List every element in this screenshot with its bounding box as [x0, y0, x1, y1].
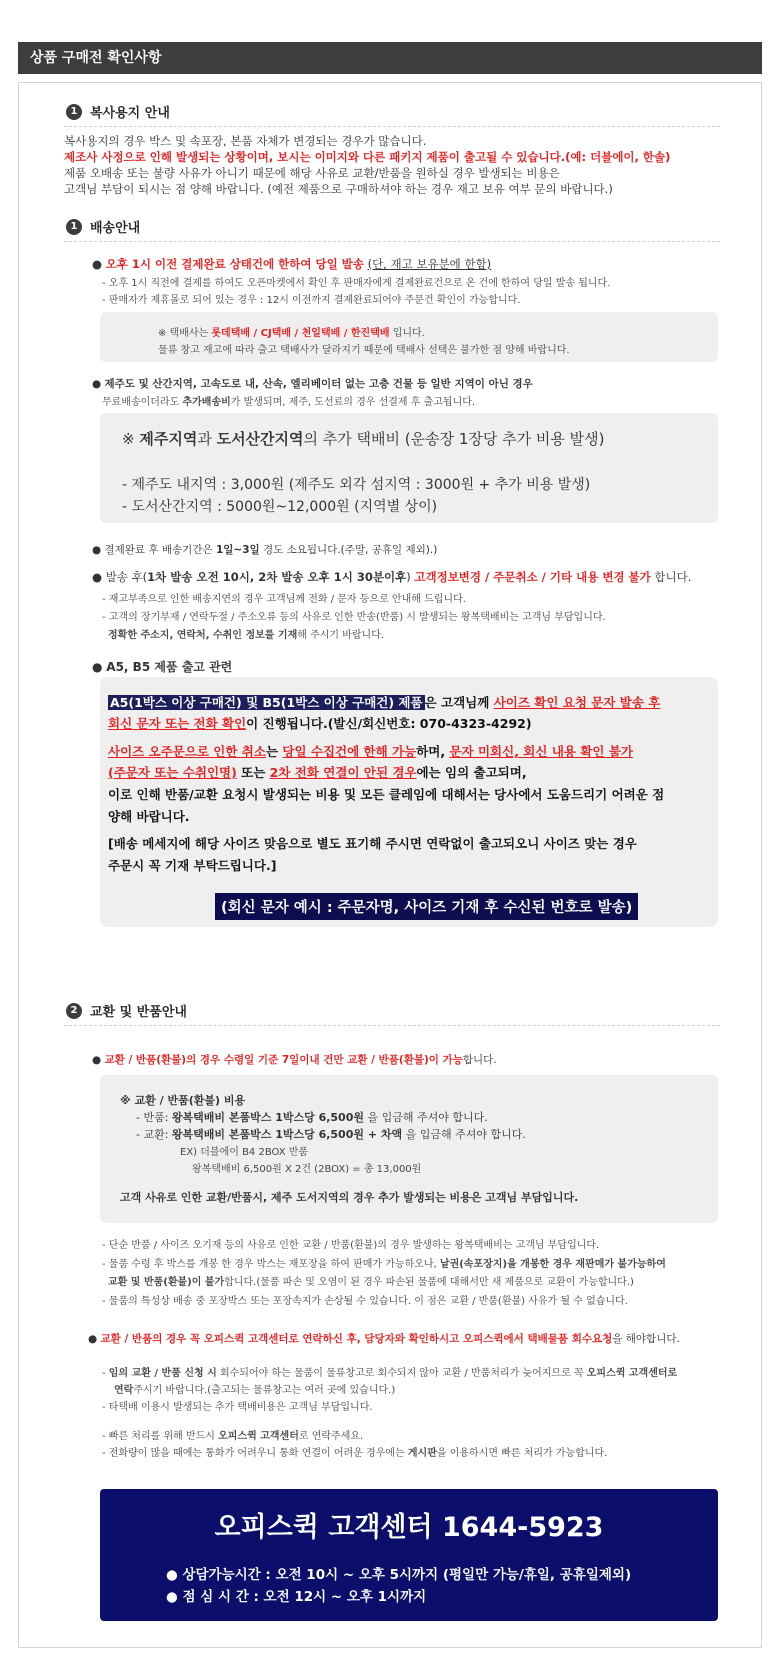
return-sub-3: 교환 및 반품(환불)이 불가합니다.(물품 파손 및 오염이 된 경우 파손된 물품에 대해서만 새 제품으로 교환이 가능합니다.) [108, 1277, 634, 1288]
section-title-text: 복사용지 안내 [90, 106, 170, 121]
customer-center-lunch: ● 점 심 시 간 : 오전 12시 ~ 오후 1시까지 [166, 1589, 427, 1605]
a5-b5-line-6: 양해 바랍니다. [108, 809, 190, 824]
a5-b5-line-1: A5(1박스 이상 구매건) 및 B5(1박스 이상 구매건) 제품 은 고객님께 사이즈 확인 요청 문자 발송 후 [110, 695, 661, 710]
delivery-bullet-4-sub-1: - 재고부족으로 인한 배송지연의 경우 고객님께 전화 / 문자 등으로 안내해 드립니다. [102, 594, 466, 605]
a5-b5-line-8: 주문시 꼭 기재 부탁드립니다.] [108, 858, 277, 873]
delivery-bullet-4: ● 발송 후(1차 발송 오전 10시, 2차 발송 오후 1시 30분이후) 고객정보변경 / 주문취소 / 기타 내용 변경 불가 합니다. [92, 570, 692, 584]
delivery-sub-2: - 판매자가 제휴몰로 되어 있는 경우 : 12시 이전까지 결제완료되어야 주문건 확인이 가능합니다. [102, 295, 521, 306]
return-sub-4: - 물품의 특성상 배송 중 포장박스 또는 포장속지가 손상될 수 있습니다. 이 점은 교환 / 반품(환불) 사유가 될 수 없습니다. [102, 1296, 628, 1307]
customer-center-hours: ● 상담가능시간 : 오전 10시 ~ 오후 5시까지 (평일만 가능/휴일, 공휴일제외) [166, 1567, 632, 1583]
courier-line-2: 물류 창고 재고에 따라 출고 택배사가 달라지기 때문에 택배사 선택은 불가한 점 양해 바랍니다. [158, 345, 570, 356]
a5-b5-line-7: [배송 메세지에 해당 사이즈 맞음으로 별도 표기해 주시면 연락없이 출고되오니 사이즈 맞는 경우 [108, 836, 637, 851]
copy-paper-line-2: 제조사 사정으로 인해 발생되는 상황이며, 보시는 이미지와 다른 패키지 제품이 출고될 수 있습니다.(예: 더블에이, 한솔) [64, 150, 671, 164]
copy-paper-line-4: 고객님 부담이 되시는 점 양해 바랍니다. (예전 제품으로 구매하셔야 하는 경우 재고 보유 여부 문의 바랍니다.) [64, 182, 613, 196]
delivery-bullet-4-sub-2: - 고객의 장기부재 / 연락두절 / 주소오류 등의 사유로 인한 반송(반품) 시 발생되는 왕복택배비는 고객님 부담입니다. [102, 612, 606, 623]
section-return-title [66, 1001, 187, 1020]
extra-fee-jeju: - 제주도 내지역 : 3,000원 (제주도 외각 섬지역 : 3000원 + 추가 비용 발생) [122, 477, 591, 493]
copy-paper-line-1: 복사용지의 경우 박스 및 속포장, 본품 자체가 변경되는 경우가 많습니다. [64, 134, 427, 148]
return-cost-example-1: EX) 더블에이 B4 2BOX 반품 [180, 1147, 309, 1158]
section-copy-paper-title [66, 102, 170, 121]
customer-center-box [100, 1489, 718, 1621]
section-number-badge: 1 [66, 219, 82, 235]
section-number-badge: 1 [66, 104, 82, 120]
a5-b5-line-3: 사이즈 오주문으로 인한 취소는 당일 수집건에 한해 가능하며, 문자 미회신, 회신 내용 확인 불가 [108, 744, 633, 759]
delivery-bullet-5: ● A5, B5 제품 출고 관련 [92, 660, 233, 674]
return-sub-2: - 물품 수령 후 박스를 개봉 한 경우 박스는 재포장을 하여 판매가 가능하오나, 낱권(속포장지)을 개봉한 경우 재판매가 불가능하여 [102, 1259, 666, 1270]
page-header [18, 42, 762, 74]
delivery-bullet-3: ● 결제완료 후 배송기간은 1일~3일 경도 소요됩니다.(주말, 공휴일 제외).) [92, 544, 438, 556]
return-bullet-1: ● 교환 / 반품(환불)의 경우 수령일 기준 7일이내 건만 교환 / 반품(환불)이 가능합니다. [92, 1054, 497, 1066]
delivery-bullet-4-sub-3: 정확한 주소지, 연락처, 수취인 정보를 기재해 주시기 바랍니다. [108, 630, 385, 641]
return-tip-1: - 임의 교환 / 반품 신청 시 회수되어야 하는 물품이 물류창고로 회수되지 않아 교환 / 반품처리가 늦어지므로 꼭 오피스퀵 고객센터로 [102, 1368, 678, 1379]
delivery-bullet-1: ● 오후 1시 이전 결제완료 상태건에 한하여 당일 발송 (단, 재고 보유분에 한함) [92, 257, 492, 271]
delivery-bullet-2: ● 제주도 및 산간지역, 고속도로 내, 산속, 엘리베이터 없는 고층 건물 등 일반 지역이 아닌 경우 [92, 378, 533, 390]
section-delivery-title [66, 217, 140, 236]
return-cost-title: ※ 교환 / 반품(환불) 비용 [120, 1094, 246, 1107]
return-tip-5: - 전화량이 많을 때에는 통화가 어려우니 통화 연결이 어려운 경우에는 게시판을 이용하시면 빠른 처리가 가능합니다. [102, 1448, 608, 1459]
a5-b5-line-5: 이로 인해 반품/교환 요청시 발생되는 비용 및 모든 클레임에 대해서는 당사에서 도움드리기 어려운 점 [108, 787, 665, 802]
extra-fee-remote: - 도서산간지역 : 5000원~12,000원 (지역별 상이) [122, 499, 438, 515]
return-tip-4: - 빠른 처리를 위해 반드시 오피스퀵 고객센터로 연락주세요. [102, 1431, 364, 1442]
return-cost-refund: - 반품: 왕복택배비 본품박스 1박스당 6,500원 을 입금해 주셔야 합니다. [136, 1111, 488, 1124]
customer-center-title: 오피스퀵 고객센터 1644-5923 [214, 1512, 604, 1543]
return-cost-exchange: - 교환: 왕복택배비 본품박스 1박스당 6,500원 + 차액 을 입금해 주셔야 합니다. [136, 1128, 526, 1141]
a5-b5-line-4: (주문자 또는 수취인명) 또는 2차 전화 연결이 안된 경우에는 임의 출고되며, [108, 765, 527, 780]
delivery-bullet-2-sub: 무료배송이더라도 추가배송비가 발생되며, 제주, 도선료의 경우 선결제 후 출고됩니다. [102, 397, 476, 408]
delivery-sub-1: - 오후 1시 직전에 결제를 하여도 오픈마켓에서 확인 후 판매자에게 결제완료건으로 온 건에 한하여 당일 발송 됩니다. [102, 278, 611, 289]
section-title-text: 교환 및 반품안내 [90, 1005, 187, 1020]
header-title: 상품 구매전 확인사항 [30, 50, 162, 66]
return-cost-note: 고객 사유로 인한 교환/반품시, 제주 도서지역의 경우 추가 발생되는 비용은 고객님 부담입니다. [120, 1191, 579, 1204]
divider [64, 241, 720, 242]
return-tip-3: - 타택배 이용시 발생되는 추가 택배비용은 고객님 부담입니다. [102, 1402, 373, 1413]
a5-b5-line-2: 회신 문자 또는 전화 확인이 진행됩니다.(발신/회신번호: 070-4323-4292) [108, 716, 532, 731]
return-tip-2: 연락주시기 바랍니다.(출고되는 물류창고는 여러 곳에 있습니다.) [114, 1385, 396, 1396]
section-number-badge: 2 [66, 1003, 82, 1019]
copy-paper-line-3: 제품 오배송 또는 불량 사유가 아니기 때문에 해당 사유로 교환/반품을 원하실 경우 발생되는 비용은 [64, 166, 560, 180]
extra-fee-title: ※ 제주지역과 도서산간지역의 추가 택배비 (운송장 1장당 추가 비용 발생) [122, 430, 605, 448]
divider [64, 1025, 720, 1026]
courier-line-1: ※ 택배사는 롯데택배 / CJ택배 / 천일택배 / 한진택배 입니다. [158, 328, 425, 339]
return-sub-1: - 단순 반품 / 사이즈 오기재 등의 사유로 인한 교환 / 반품(환불)의 경우 발생하는 왕복택배비는 고객님 부담입니다. [102, 1240, 600, 1251]
return-bullet-2: ● 교환 / 반품의 경우 꼭 오피스퀵 고객센터로 연락하신 후, 담당자와 확인하시고 오피스퀵에서 택배물품 회수요청을 해야합니다. [88, 1333, 680, 1345]
section-title-text: 배송안내 [90, 221, 141, 236]
return-cost-example-2: 왕복택배비 6,500원 X 2건 (2BOX) = 총 13,000원 [192, 1164, 422, 1175]
reply-example-banner: (회신 문자 예시 : 주문자명, 사이즈 기재 후 수신된 번호로 발송) [215, 893, 638, 920]
divider [64, 126, 720, 127]
